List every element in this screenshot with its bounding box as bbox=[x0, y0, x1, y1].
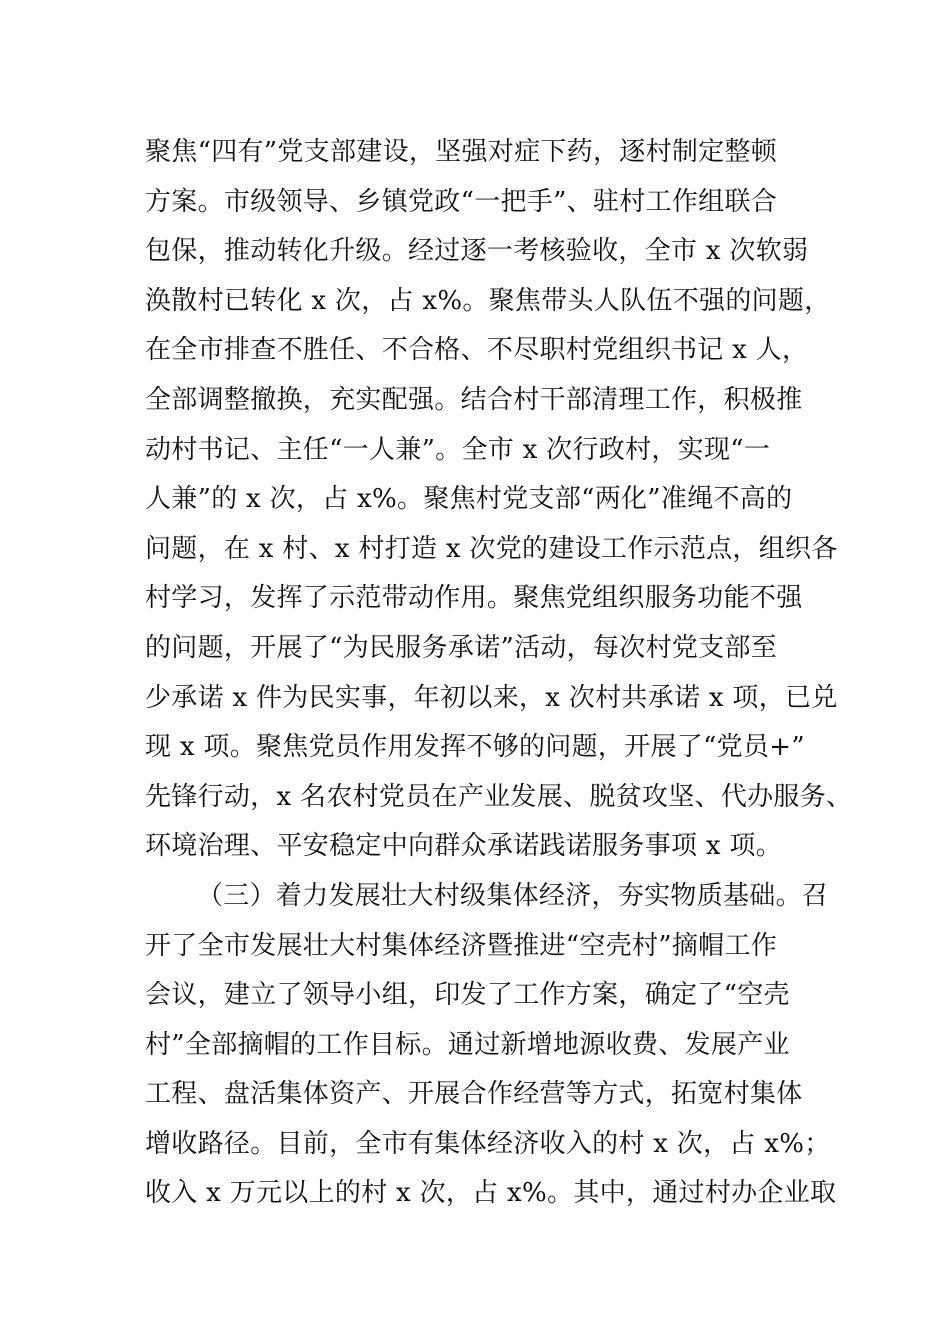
text-line: 现 x 项。聚焦党员作用发挥不够的问题，开展了“党员+” bbox=[145, 732, 805, 763]
text-line: 收入 x 万元以上的村 x 次，占 x%。其中，通过村办企业取 bbox=[145, 1178, 837, 1209]
text-line: 人兼”的 x 次，占 x%。聚焦村党支部“两化”准绳不高的 bbox=[145, 484, 793, 515]
text-line: 开了全市发展壮大村集体经济暨推进“空壳村”摘帽工作 bbox=[145, 930, 778, 961]
text-line: 的问题，开展了“为民服务承诺”活动，每次村党支部至 bbox=[145, 632, 778, 663]
text-line: 村”全部摘帽的工作目标。通过新增地源收费、发展产业 bbox=[145, 1029, 790, 1060]
text-line: 涣散村已转化 x 次，占 x%。聚焦带头人队伍不强的问题， bbox=[145, 285, 831, 316]
text-line: 增收路径。目前，全市有集体经济收入的村 x 次，占 x%； bbox=[145, 1128, 831, 1159]
text-line: 包保，推动转化升级。经过逐一考核验收，全市 x 次软弱 bbox=[145, 236, 809, 267]
text-line: 工程、盘活集体资产、开展合作经营等方式，拓宽村集体 bbox=[145, 1079, 803, 1110]
text-line: 方案。市级领导、乡镇党政“一把手”、驻村工作组联合 bbox=[145, 186, 778, 217]
text-line: 村学习，发挥了示范带动作用。聚焦党组织服务功能不强 bbox=[145, 583, 803, 614]
text-line: 问题，在 x 村、x 村打造 x 次党的建设工作示范点，组织各 bbox=[145, 533, 838, 564]
text-line: 环境治理、平安稳定中向群众承诺践诺服务事项 x 项。 bbox=[145, 831, 782, 862]
section-heading-line: （三）着力发展壮大村级集体经济，夯实物质基础。召 bbox=[197, 880, 829, 911]
text-line: 在全市排查不胜任、不合格、不尽职村党组织书记 x 人， bbox=[145, 335, 809, 366]
text-line: 少承诺 x 件为民实事，年初以来，x 次村共承诺 x 项，已兑 bbox=[145, 682, 838, 713]
text-line: 动村书记、主任“一人兼”。全市 x 次行政村，实现“一 bbox=[145, 434, 771, 465]
text-line: 先锋行动，x 名农村党员在产业发展、脱贫攻坚、代办服务、 bbox=[145, 781, 853, 812]
text-line: 全部调整撤换，充实配强。结合村干部清理工作，积极推 bbox=[145, 384, 803, 415]
text-line: 会议，建立了领导小组，印发了工作方案，确定了“空壳 bbox=[145, 980, 790, 1011]
text-line: 聚焦“四有”党支部建设，坚强对症下药，逐村制定整顿 bbox=[145, 137, 778, 167]
document-body bbox=[145, 128, 853, 1219]
